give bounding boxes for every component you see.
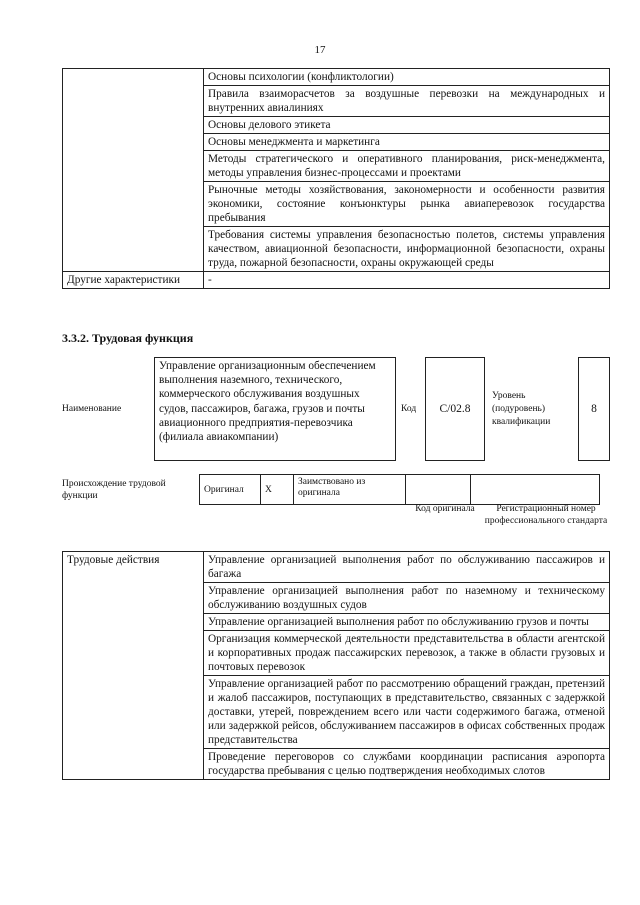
knowledge-item: Основы психологии (конфликтологии) <box>204 69 610 86</box>
table-row <box>63 272 610 289</box>
origin-label: Происхождение трудовой функции <box>62 479 166 501</box>
code-label: Код <box>401 404 417 414</box>
section-title: 3.3.2. Трудовая функция <box>62 331 194 345</box>
code-box: C/02.8 <box>425 357 485 461</box>
knowledge-item: Рыночные методы хозяйствования, закономерности и особенности развития экономики, состояние конъюнктуры рынка авиаперевозок государства пребывания <box>204 182 610 227</box>
knowledge-item: Методы стратегического и оперативного планирования, риск-менеджмента, методы управления бизнес-процессами и проектами <box>204 151 610 182</box>
labor-action-item: Проведение переговоров со службами координации расписания аэропорта государства пребывания с целью подтверждения необходимых слотов <box>204 749 610 780</box>
knowledge-item: Основы делового этикета <box>204 117 610 134</box>
original-code-cell <box>406 475 471 505</box>
borrowed-label: Заимствовано из оригинала <box>294 475 406 505</box>
knowledge-item: Основы менеджмента и маркетинга <box>204 134 610 151</box>
origin-table <box>199 474 600 505</box>
labor-action-item: Управление организацией работ по рассмотрению обращений граждан, претензий и жалоб пассажиров, поступающих в представительство, связанных с задержкой доставки, утерей, повреждением всего или части содержимого багажа, отменой или задержкой рейсов, обслуживанием пассажиров в офисах собственных продаж представительства <box>204 676 610 749</box>
table-row <box>200 475 600 505</box>
knowledge-table <box>62 68 610 289</box>
labor-actions-label: Трудовые действия <box>63 552 204 780</box>
labor-action-item: Управление организацией выполнения работ по обслуживанию грузов и почты <box>204 614 610 631</box>
labor-actions-table <box>62 551 610 780</box>
labor-action-item: Управление организацией выполнения работ по обслуживанию пассажиров и багажа <box>204 552 610 583</box>
labor-action-item: Управление организацией выполнения работ по наземному и техническому обслуживанию воздушных судов <box>204 583 610 614</box>
registration-number-cell <box>471 475 600 505</box>
name-label: Наименование <box>62 404 122 414</box>
original-label: Оригинал <box>200 475 261 505</box>
knowledge-item: Правила взаиморасчетов за воздушные перевозки на международных и внутренних авиалиниях <box>204 86 610 117</box>
other-characteristics-label: Другие характеристики <box>63 272 204 289</box>
other-characteristics-value: - <box>204 272 610 289</box>
knowledge-item: Требования системы управления безопасностью полетов, системы управления качеством, авиационной безопасности, информационной безопасности, охраны труда, пожарной безопасности, охраны окружающей среды <box>204 227 610 272</box>
original-mark: X <box>261 475 294 505</box>
labor-action-item: Организация коммерческой деятельности представительства в области агентской и корпоративных продаж пассажирских перевозок, а также в области грузовых и почтовых перевозок <box>204 631 610 676</box>
code-caption: Код оригинала <box>415 504 475 514</box>
level-label: Уровень (подуровень) квалификации <box>492 391 551 427</box>
level-box: 8 <box>578 357 610 461</box>
registration-caption: Регистрационный номер профессионального стандарта <box>484 504 608 526</box>
function-name-box: Управление организационным обеспечением выполнения наземного, технического, коммерческого обслуживания воздушных судов, пассажиров, багажа, грузов и почты авиационного предприятия-перевозчика (филиала авиакомпании) <box>154 357 396 461</box>
table-row <box>63 69 610 86</box>
table-row <box>63 552 610 583</box>
empty-label-cell <box>63 69 204 272</box>
page-number: 17 <box>314 44 326 56</box>
